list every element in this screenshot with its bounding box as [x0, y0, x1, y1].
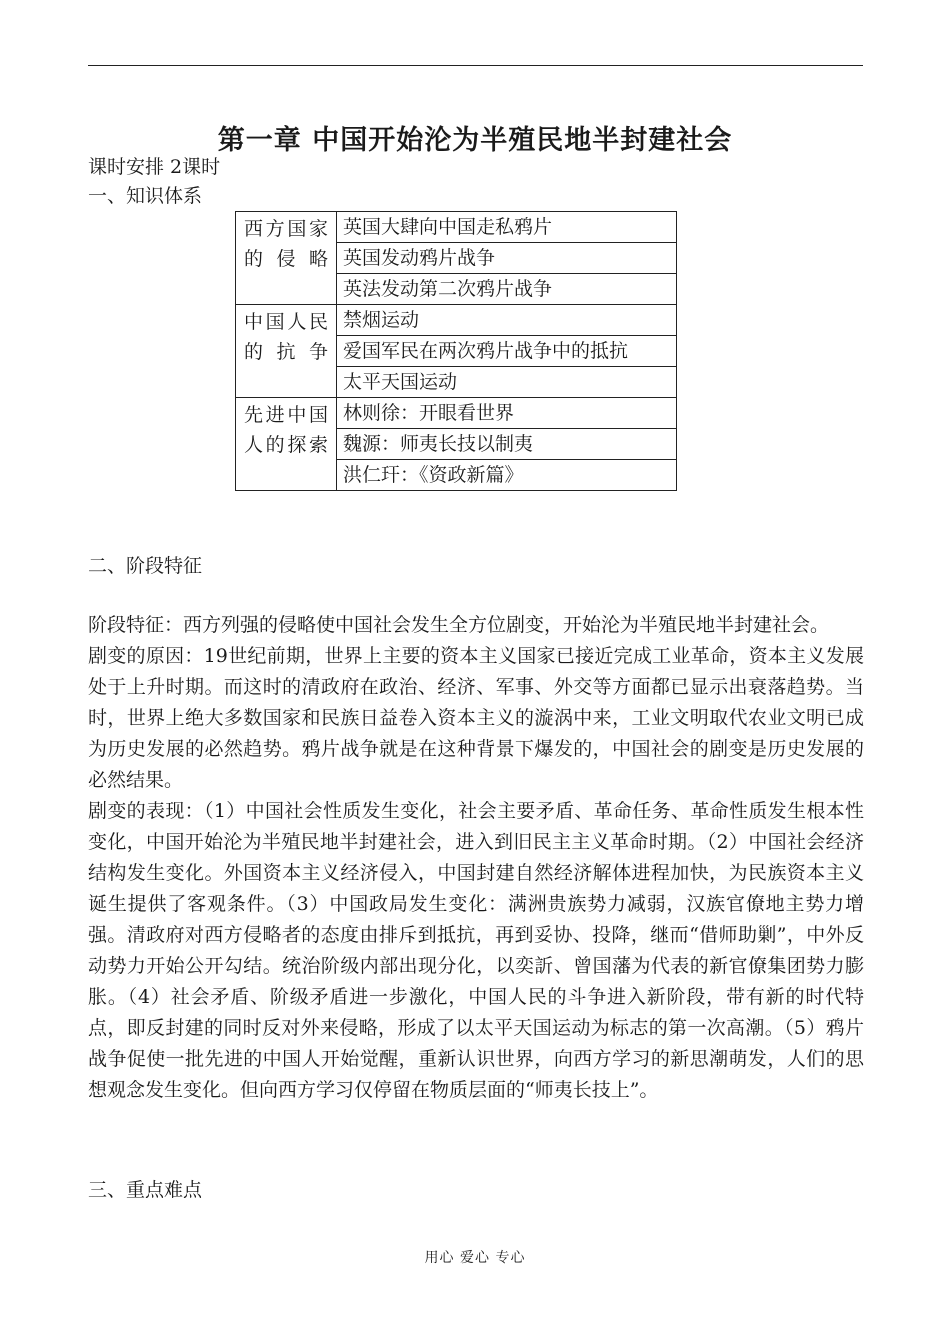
section-heading-stage: 二、阶段特征 — [88, 555, 203, 577]
table-row — [236, 212, 677, 243]
page-footer: 用心 爱心 专心 — [424, 1250, 526, 1266]
section-heading-key-points: 三、重点难点 — [88, 1179, 203, 1201]
paragraph-causes: 剧变的原因：19世纪前期，世界上主要的资本主义国家已接近完成工业革命，资本主义发展处于上升时期。而这时的清政府在政治、经济、军事、外交等方面都已显示出衰落趋势。当时，世界上绝大多数国家和民族日益卷入资本主义的漩涡中来，工业文明取代农业文明已成为历史发展的必然趋势。鸦片战争就是在这种背景下爆发的，中国社会的剧变是历史发展的必然结果。 — [88, 645, 864, 791]
item-cell: 英法发动第二次鸦片战争 — [337, 274, 677, 305]
item-cell: 太平天国运动 — [337, 367, 677, 398]
item-cell: 英国发动鸦片战争 — [337, 243, 677, 274]
item-cell: 英国大肆向中国走私鸦片 — [337, 212, 677, 243]
header-rule — [88, 65, 863, 66]
body-text — [88, 610, 864, 1106]
category-cell: 西方国家的侵略 — [236, 212, 337, 305]
schedule-line: 课时安排 2课时 — [88, 156, 221, 178]
paragraph-manifestations: 剧变的表现：（1）中国社会性质发生变化，社会主要矛盾、革命任务、革命性质发生根本性变化，中国开始沦为半殖民地半封建社会，进入到旧民主主义革命时期。（2）中国社会经济结构发生变化。外国资本主义经济侵入，中国封建自然经济解体进程加快，为民族资本主义诞生提供了客观条件。（3）中国政局发生变化：满洲贵族势力减弱，汉族官僚地主势力增强。清政府对西方侵略者的态度由排斥到抵抗，再到妥协、投降，继而“借师助剿”，中外反动势力开始公开勾结。统治阶级内部出现分化，以奕訢、曾国藩为代表的新官僚集团势力膨胀。（4）社会矛盾、阶级矛盾进一步激化，中国人民的斗争进入新阶段，带有新的时代特点，即反封建的同时反对外来侵略，形成了以太平天国运动为标志的第一次高潮。（5）鸦片战争促使一批先进的中国人开始觉醒，重新认识世界，向西方学习的新思潮萌发，人们的思想观念发生变化。但向西方学习仅停留在物质层面的“师夷长技上”。 — [88, 800, 864, 1101]
section-heading-knowledge: 一、知识体系 — [88, 185, 203, 207]
item-cell: 洪仁玕：《资政新篇》 — [337, 460, 677, 491]
item-cell: 爱国军民在两次鸦片战争中的抵抗 — [337, 336, 677, 367]
knowledge-table — [235, 211, 677, 491]
table-row — [236, 305, 677, 336]
category-cell: 先进中国人的探索 — [236, 398, 337, 491]
table-row — [236, 398, 677, 429]
item-cell: 魏源：师夷长技以制夷 — [337, 429, 677, 460]
chapter-title: 第一章 中国开始沦为半殖民地半封建社会 — [217, 125, 733, 156]
paragraph-stage-feature: 阶段特征：西方列强的侵略使中国社会发生全方位剧变，开始沦为半殖民地半封建社会。 — [88, 614, 830, 636]
item-cell: 禁烟运动 — [337, 305, 677, 336]
category-cell: 中国人民的抗争 — [236, 305, 337, 398]
item-cell: 林则徐：开眼看世界 — [337, 398, 677, 429]
